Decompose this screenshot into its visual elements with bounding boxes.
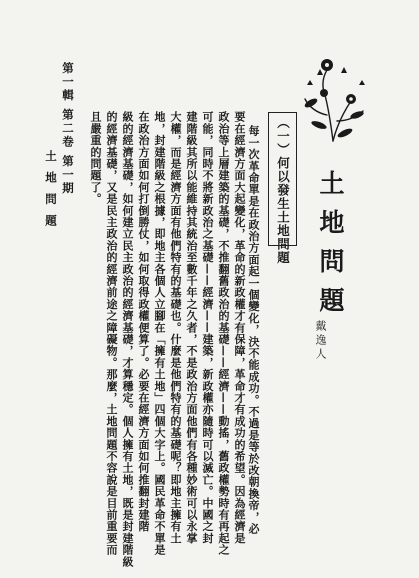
section-heading: （一）何以發生土地問題 xyxy=(275,116,291,265)
text-column: 級的經濟基礎，如何建立民主政治的經濟基礎，才算穩定。個人擁有土地，既是封建階級 xyxy=(121,111,134,568)
text-column: 建階級其所以能維持其統治至數千年之久者，不是政治方面他們有各種妙術可以永掌 xyxy=(185,111,198,544)
chapter-title: 土地問題 xyxy=(316,170,345,326)
running-header: 第一輯 第二卷 第一期 xyxy=(61,62,75,196)
floral-illustration xyxy=(297,55,369,145)
side-title: 土地問題 xyxy=(44,150,58,236)
text-column: 大權，而是經濟方面有他們特有的基礎也。什麼是他們特有的基礎呢？即地主擁有土 xyxy=(169,111,182,544)
text-column: 政治等上層建築的基礎，不推翻舊政治的基礎——經濟——動搖，舊政權勢時有再起之 xyxy=(217,111,230,556)
text-column: 且嚴重的問題了。 xyxy=(89,111,102,205)
text-column: 在政治方面如何打倒勝仗，如何取得政權便算了。必要在經濟方面如何推翻封建階 xyxy=(137,111,150,533)
text-column: 要在經濟方面大起變化，革命的新政權才有保障，革命才有成功的希望。因為經濟是 xyxy=(233,111,246,544)
text-column: 地，封建階級之根據，即地主各個人立腳在「擁有土地」四個大字上。國民革命不單是 xyxy=(153,111,166,556)
text-column: 可能，同時不將新政治之基礎——經濟——建築，新政權亦隨時可以滅亡。中國之封 xyxy=(201,111,214,544)
author-name: 戴逸人 xyxy=(314,320,327,362)
section-heading-box xyxy=(268,112,297,265)
text-column: 每一次革命單是在政治方面起一個變化，決不能成功。不過是等於改朝換帝，必 xyxy=(247,125,260,535)
text-column: 的經濟基礎，又是民主政治的經濟前途之障礙物。那麼，土地問題不容說是目前重要而 xyxy=(105,111,118,556)
